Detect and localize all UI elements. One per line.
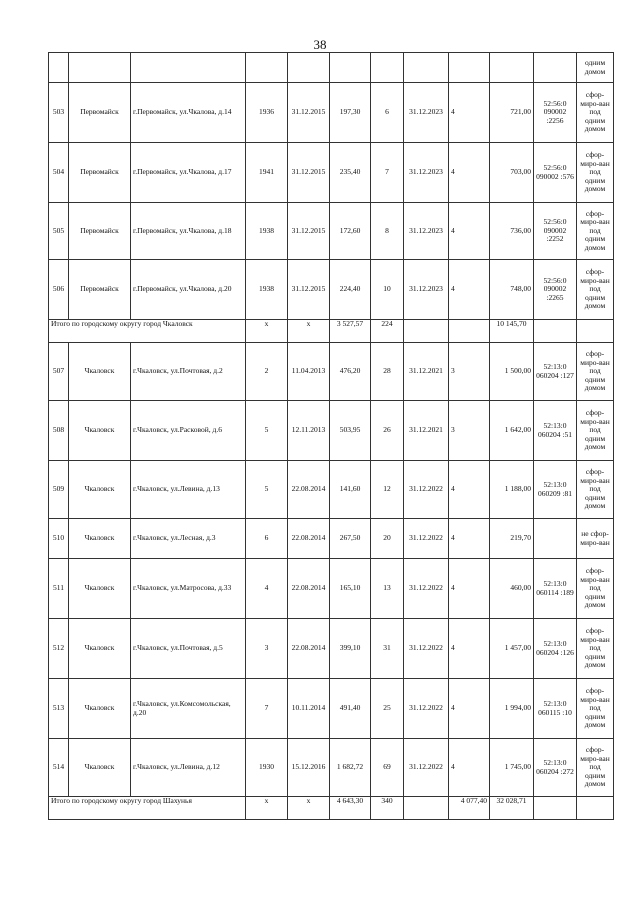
wear-cell: 4	[449, 83, 490, 143]
year-cell: 1941	[246, 143, 288, 203]
date-cell: 22.08.2014	[288, 461, 330, 519]
year-cell: 5	[246, 401, 288, 461]
settlement-cell: Чкаловск	[69, 461, 131, 519]
cost-cell: 219,70	[490, 519, 534, 559]
cadastral-cell: 52:13:0 060204 :127	[534, 343, 577, 401]
end-date-cell: 31.12.2023	[404, 203, 449, 260]
end-date-cell: 31.12.2021	[404, 401, 449, 461]
table-row	[49, 260, 614, 320]
form-cell: сфор-миро-ван под одним домом	[577, 143, 614, 203]
settlement-cell: Чкаловск	[69, 559, 131, 619]
date-cell: 31.12.2015	[288, 83, 330, 143]
cost-cell: 1 188,00	[490, 461, 534, 519]
end-date-cell: 31.12.2023	[404, 143, 449, 203]
total-empty-cell	[404, 320, 449, 343]
settlement-cell: Первомайск	[69, 83, 131, 143]
address-cell: г.Чкаловск, ул.Почтовая, д.2	[131, 343, 246, 401]
row-number-cell: 505	[49, 203, 69, 260]
table-row	[49, 739, 614, 797]
wear-cell: 3	[449, 401, 490, 461]
total-row	[49, 320, 614, 343]
date-cell: 31.12.2015	[288, 143, 330, 203]
cost-cell: 1 745,00	[490, 739, 534, 797]
form-cell: сфор-миро-ван под одним домом	[577, 619, 614, 679]
area-cell: 1 682,72	[330, 739, 371, 797]
year-cell: 1938	[246, 203, 288, 260]
form-cell: одним домом	[577, 53, 614, 83]
settlement-cell: Чкаловск	[69, 619, 131, 679]
settlement-cell: Первомайск	[69, 260, 131, 320]
date-cell: 10.11.2014	[288, 679, 330, 739]
table-row	[49, 203, 614, 260]
area-cell: 172,60	[330, 203, 371, 260]
address-cell: г.Чкаловск, ул.Левина, д.12	[131, 739, 246, 797]
date-cell: 15.12.2016	[288, 739, 330, 797]
residents-cell: 28	[371, 343, 404, 401]
total-empty-cell	[534, 797, 577, 820]
address-cell: г.Первомайск, ул.Чкалова, д.14	[131, 83, 246, 143]
form-cell: сфор-миро-ван под одним домом	[577, 83, 614, 143]
area-cell: 399,10	[330, 619, 371, 679]
area-cell: 224,40	[330, 260, 371, 320]
row-number-cell: 509	[49, 461, 69, 519]
table-row	[49, 559, 614, 619]
area-cell: 476,20	[330, 343, 371, 401]
total-cost-cell: 32 028,71	[490, 797, 534, 820]
address-cell: г.Первомайск, ул.Чкалова, д.17	[131, 143, 246, 203]
address-cell: г.Чкаловск, ул.Левина, д.13	[131, 461, 246, 519]
year-cell: 6	[246, 519, 288, 559]
address-cell: г.Чкаловск, ул.Почтовая, д.5	[131, 619, 246, 679]
year-cell: 1930	[246, 739, 288, 797]
total-residents-cell: 340	[371, 797, 404, 820]
date-cell: 11.04.2013	[288, 343, 330, 401]
wear-cell: 4	[449, 619, 490, 679]
area-cell: 267,50	[330, 519, 371, 559]
total-empty-cell	[577, 320, 614, 343]
area-cell: 165,10	[330, 559, 371, 619]
residents-cell: 6	[371, 83, 404, 143]
cost-cell: 1 994,00	[490, 679, 534, 739]
area-cell: 491,40	[330, 679, 371, 739]
table-row	[49, 343, 614, 401]
wear-cell: 4	[449, 203, 490, 260]
total-row	[49, 797, 614, 820]
address-cell: г.Чкаловск, ул.Лесная, д.3	[131, 519, 246, 559]
end-date-cell: 31.12.2023	[404, 83, 449, 143]
cadastral-cell: 52:13:0 060204 :126	[534, 619, 577, 679]
cost-cell: 1 642,00	[490, 401, 534, 461]
area-cell: 141,60	[330, 461, 371, 519]
year-cell: 1938	[246, 260, 288, 320]
settlement-cell: Первомайск	[69, 143, 131, 203]
area-cell: 235,40	[330, 143, 371, 203]
form-cell: сфор-миро-ван под одним домом	[577, 203, 614, 260]
end-date-cell: 31.12.2021	[404, 343, 449, 401]
total-residents-cell: 224	[371, 320, 404, 343]
row-number-cell: 504	[49, 143, 69, 203]
residents-cell: 8	[371, 203, 404, 260]
cadastral-cell	[534, 519, 577, 559]
cadastral-cell: 52:13:0 060204 :272	[534, 739, 577, 797]
residents-cell: 31	[371, 619, 404, 679]
row-number-cell: 510	[49, 519, 69, 559]
table-row	[49, 461, 614, 519]
date-cell: 31.12.2015	[288, 260, 330, 320]
form-cell: сфор-миро-ван под одним домом	[577, 739, 614, 797]
address-cell: г.Первомайск, ул.Чкалова, д.18	[131, 203, 246, 260]
end-date-cell: 31.12.2022	[404, 519, 449, 559]
cadastral-cell: 52:56:0 090002 :2252	[534, 203, 577, 260]
row-number-cell: 507	[49, 343, 69, 401]
total-wear-cell: 4 077,40	[449, 797, 490, 820]
total-x-cell: х	[246, 797, 288, 820]
total-empty-cell	[577, 797, 614, 820]
end-date-cell: 31.12.2022	[404, 461, 449, 519]
residents-cell: 69	[371, 739, 404, 797]
wear-cell: 4	[449, 519, 490, 559]
table-row	[49, 143, 614, 203]
total-label: Итого по городскому округу город Чкаловск	[49, 320, 246, 343]
cadastral-cell: 52:56:0 090002 :576	[534, 143, 577, 203]
total-area-cell: 3 527,57	[330, 320, 371, 343]
total-label: Итого по городскому округу город Шахунья	[49, 797, 246, 820]
row-number-cell: 508	[49, 401, 69, 461]
settlement-cell: Первомайск	[69, 203, 131, 260]
page-number: 38	[313, 37, 327, 52]
form-cell: сфор-миро-ван под одним домом	[577, 343, 614, 401]
address-cell: г.Чкаловск, ул.Матросова, д.33	[131, 559, 246, 619]
form-cell: не сфор-миро-ван	[577, 519, 614, 559]
wear-cell: 4	[449, 559, 490, 619]
wear-cell: 4	[449, 461, 490, 519]
cadastral-cell: 52:13:0 060209 :81	[534, 461, 577, 519]
cost-cell: 748,00	[490, 260, 534, 320]
form-cell: сфор-миро-ван под одним домом	[577, 260, 614, 320]
total-cost-cell: 10 145,70	[490, 320, 534, 343]
total-empty-cell	[534, 320, 577, 343]
row-number-cell: 503	[49, 83, 69, 143]
cadastral-cell: 52:13:0 060204 :51	[534, 401, 577, 461]
residents-cell: 26	[371, 401, 404, 461]
cadastral-cell: 52:13:0 060115 :10	[534, 679, 577, 739]
table-row	[49, 83, 614, 143]
address-cell: г.Первомайск, ул.Чкалова, д.20	[131, 260, 246, 320]
row-number-cell: 511	[49, 559, 69, 619]
total-wear-cell	[449, 320, 490, 343]
address-cell: г.Чкаловск, ул.Расковой, д.6	[131, 401, 246, 461]
cost-cell: 1 457,00	[490, 619, 534, 679]
year-cell: 4	[246, 559, 288, 619]
residents-cell: 7	[371, 143, 404, 203]
year-cell: 7	[246, 679, 288, 739]
date-cell: 12.11.2013	[288, 401, 330, 461]
cost-cell: 703,00	[490, 143, 534, 203]
end-date-cell: 31.12.2022	[404, 619, 449, 679]
residents-cell: 25	[371, 679, 404, 739]
total-area-cell: 4 643,30	[330, 797, 371, 820]
form-cell: сфор-миро-ван под одним домом	[577, 401, 614, 461]
settlement-cell: Чкаловск	[69, 343, 131, 401]
cost-cell: 1 500,00	[490, 343, 534, 401]
total-x-cell: х	[288, 797, 330, 820]
row-number-cell: 514	[49, 739, 69, 797]
table-row	[49, 679, 614, 739]
date-cell: 22.08.2014	[288, 619, 330, 679]
year-cell: 5	[246, 461, 288, 519]
table-row	[49, 401, 614, 461]
cadastral-cell: 52:13:0 060114 :189	[534, 559, 577, 619]
residents-cell: 10	[371, 260, 404, 320]
residents-cell: 12	[371, 461, 404, 519]
housing-register-table	[48, 52, 614, 820]
settlement-cell: Чкаловск	[69, 679, 131, 739]
total-empty-cell	[404, 797, 449, 820]
residents-cell: 13	[371, 559, 404, 619]
end-date-cell: 31.12.2022	[404, 739, 449, 797]
end-date-cell: 31.12.2022	[404, 679, 449, 739]
form-cell: сфор-миро-ван под одним домом	[577, 461, 614, 519]
wear-cell: 4	[449, 679, 490, 739]
residents-cell: 20	[371, 519, 404, 559]
row-number-cell: 512	[49, 619, 69, 679]
settlement-cell: Чкаловск	[69, 519, 131, 559]
row-number-cell: 506	[49, 260, 69, 320]
cost-cell: 721,00	[490, 83, 534, 143]
end-date-cell: 31.12.2023	[404, 260, 449, 320]
settlement-cell: Чкаловск	[69, 401, 131, 461]
end-date-cell: 31.12.2022	[404, 559, 449, 619]
wear-cell: 3	[449, 343, 490, 401]
date-cell: 22.08.2014	[288, 519, 330, 559]
area-cell: 197,30	[330, 83, 371, 143]
wear-cell: 4	[449, 739, 490, 797]
table-row	[49, 619, 614, 679]
address-cell: г.Чкаловск, ул.Комсомольская, д.20	[131, 679, 246, 739]
year-cell: 3	[246, 619, 288, 679]
cost-cell: 736,00	[490, 203, 534, 260]
wear-cell: 4	[449, 260, 490, 320]
form-cell: сфор-миро-ван под одним домом	[577, 559, 614, 619]
settlement-cell: Чкаловск	[69, 739, 131, 797]
table-row-fragment	[49, 53, 614, 83]
date-cell: 31.12.2015	[288, 203, 330, 260]
wear-cell: 4	[449, 143, 490, 203]
cost-cell: 460,00	[490, 559, 534, 619]
row-number-cell: 513	[49, 679, 69, 739]
cadastral-cell: 52:56:0 090002 :2256	[534, 83, 577, 143]
area-cell: 503,95	[330, 401, 371, 461]
year-cell: 2	[246, 343, 288, 401]
total-x-cell: х	[246, 320, 288, 343]
total-x-cell: х	[288, 320, 330, 343]
form-cell: сфор-миро-ван под одним домом	[577, 679, 614, 739]
cadastral-cell: 52:56:0 090002 :2265	[534, 260, 577, 320]
date-cell: 22.08.2014	[288, 559, 330, 619]
year-cell: 1936	[246, 83, 288, 143]
table-row	[49, 519, 614, 559]
